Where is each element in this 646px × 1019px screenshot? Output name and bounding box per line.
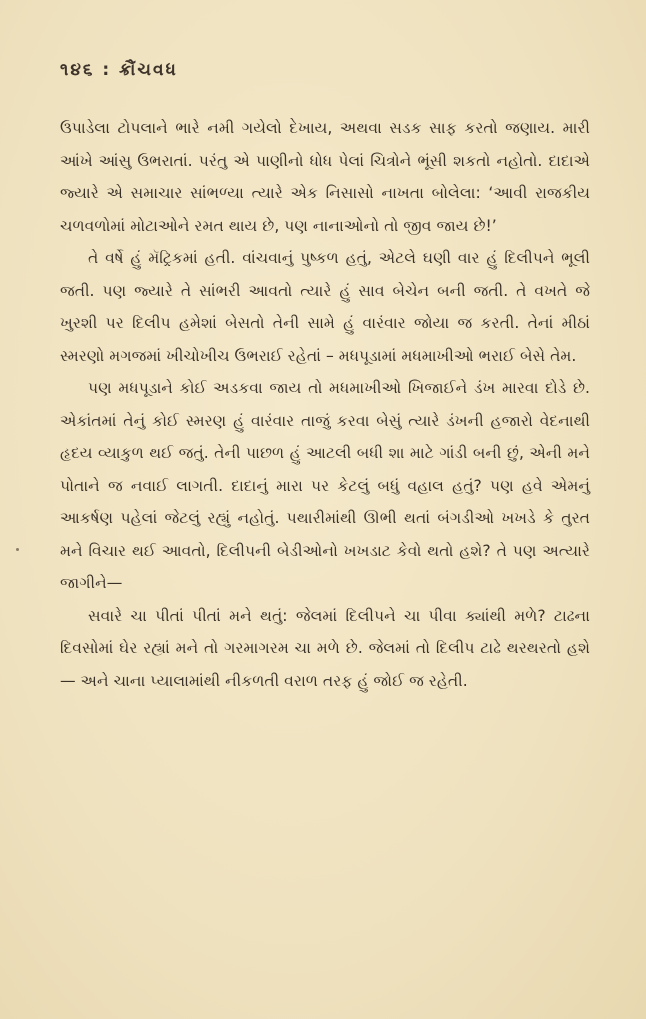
page-body: [60, 112, 590, 697]
paragraph-1: ઉપાડેલા ટોપલાને ભારે નમી ગયેલો દેખાય, અથવા સડક સાફ કરતો જણાય. મારી આંખે આંસુ ઉભરાતાં. પરંતુ એ પાણીનો ધોધ પેલાં ચિત્રોને ભૂંસી શકતો નહોતો. દાદાએ જ્યારે એ સમાચાર સાંભળ્યા ત્યારે એક નિસાસો નાખતા બોલેલા: ‘આવી રાજકીય ચળવળોમાં મોટાઓને રમત થાય છે, પણ નાનાઓનો તો જીવ જાય છે!’: [60, 119, 590, 235]
paragraph-3: પણ મધપૂડાને કોઈ અડકવા જાય તો મધમાખીઓ ખિજાઈને ડંખ મારવા દોડે છે. એકાંતમાં તેનું કોઈ સ્મરણ હું વારંવાર તાજું કરવા બેસું ત્યારે ડંખની હજારો વેદનાથી હૃદય વ્યાકુળ થઈ જતું. તેની પાછળ હું આટલી બધી શા માટે ગાંડી બની છું, એની મને પોતાને જ નવાઈ લાગતી. દાદાનું મારા પર કેટલું બધું વહાલ હતું? પણ હવે એમનું આકર્ષણ પહેલાં જેટલું રહ્યું નહોતું. પથારીમાંથી ઊભી થતાં બંગડીઓ ખખડે કે તુરત મને વિચાર થઈ આવતો, દિલીપની બેડીઓનો ખખડાટ કેવો થતો હશે? તે પણ અત્યારે જાગીને—: [60, 379, 590, 592]
page-number: ૧૪૬: [60, 60, 95, 80]
paragraph-2: તે વર્ષે હું મૅટ્રિકમાં હતી. વાંચવાનું પુષ્કળ હતું, એટલે ઘણી વાર હું દિલીપને ભૂલી જતી. પણ જ્યારે તે સાંભરી આવતો ત્યારે હું સાવ બેચેન બની જતી. તે વખતે જે ખુરશી પર દિલીપ હમેશાં બેસતો તેની સામે હું વારંવાર જોયા જ કરતી. તેનાં મીઠાં સ્મરણો મગજમાં ખીચોખીચ ઉભરાઈ રહેતાં – મધપૂડામાં મધમાખીઓ ભરાઈ બેસે તેમ.: [60, 249, 590, 365]
paragraph-4: સવારે ચા પીતાં પીતાં મને થતું: જેલમાં દિલીપને ચા પીવા ક્યાંથી મળે? ટાઢના દિવસોમાં ઘેર રહ્યાં મને તો ગરમાગરમ ચા મળે છે. જેલમાં તો દિલીપ ટાઢે થરથરતો હશે — અને ચાના પ્યાલામાંથી નીકળતી વરાળ તરફ હું જોઈ જ રહેતી.: [60, 606, 590, 690]
page-header: [60, 60, 178, 80]
binding-edge-mark: [16, 548, 19, 551]
chapter-title: ક્રૌંચવધ: [119, 60, 178, 80]
header-separator: :: [102, 60, 112, 80]
